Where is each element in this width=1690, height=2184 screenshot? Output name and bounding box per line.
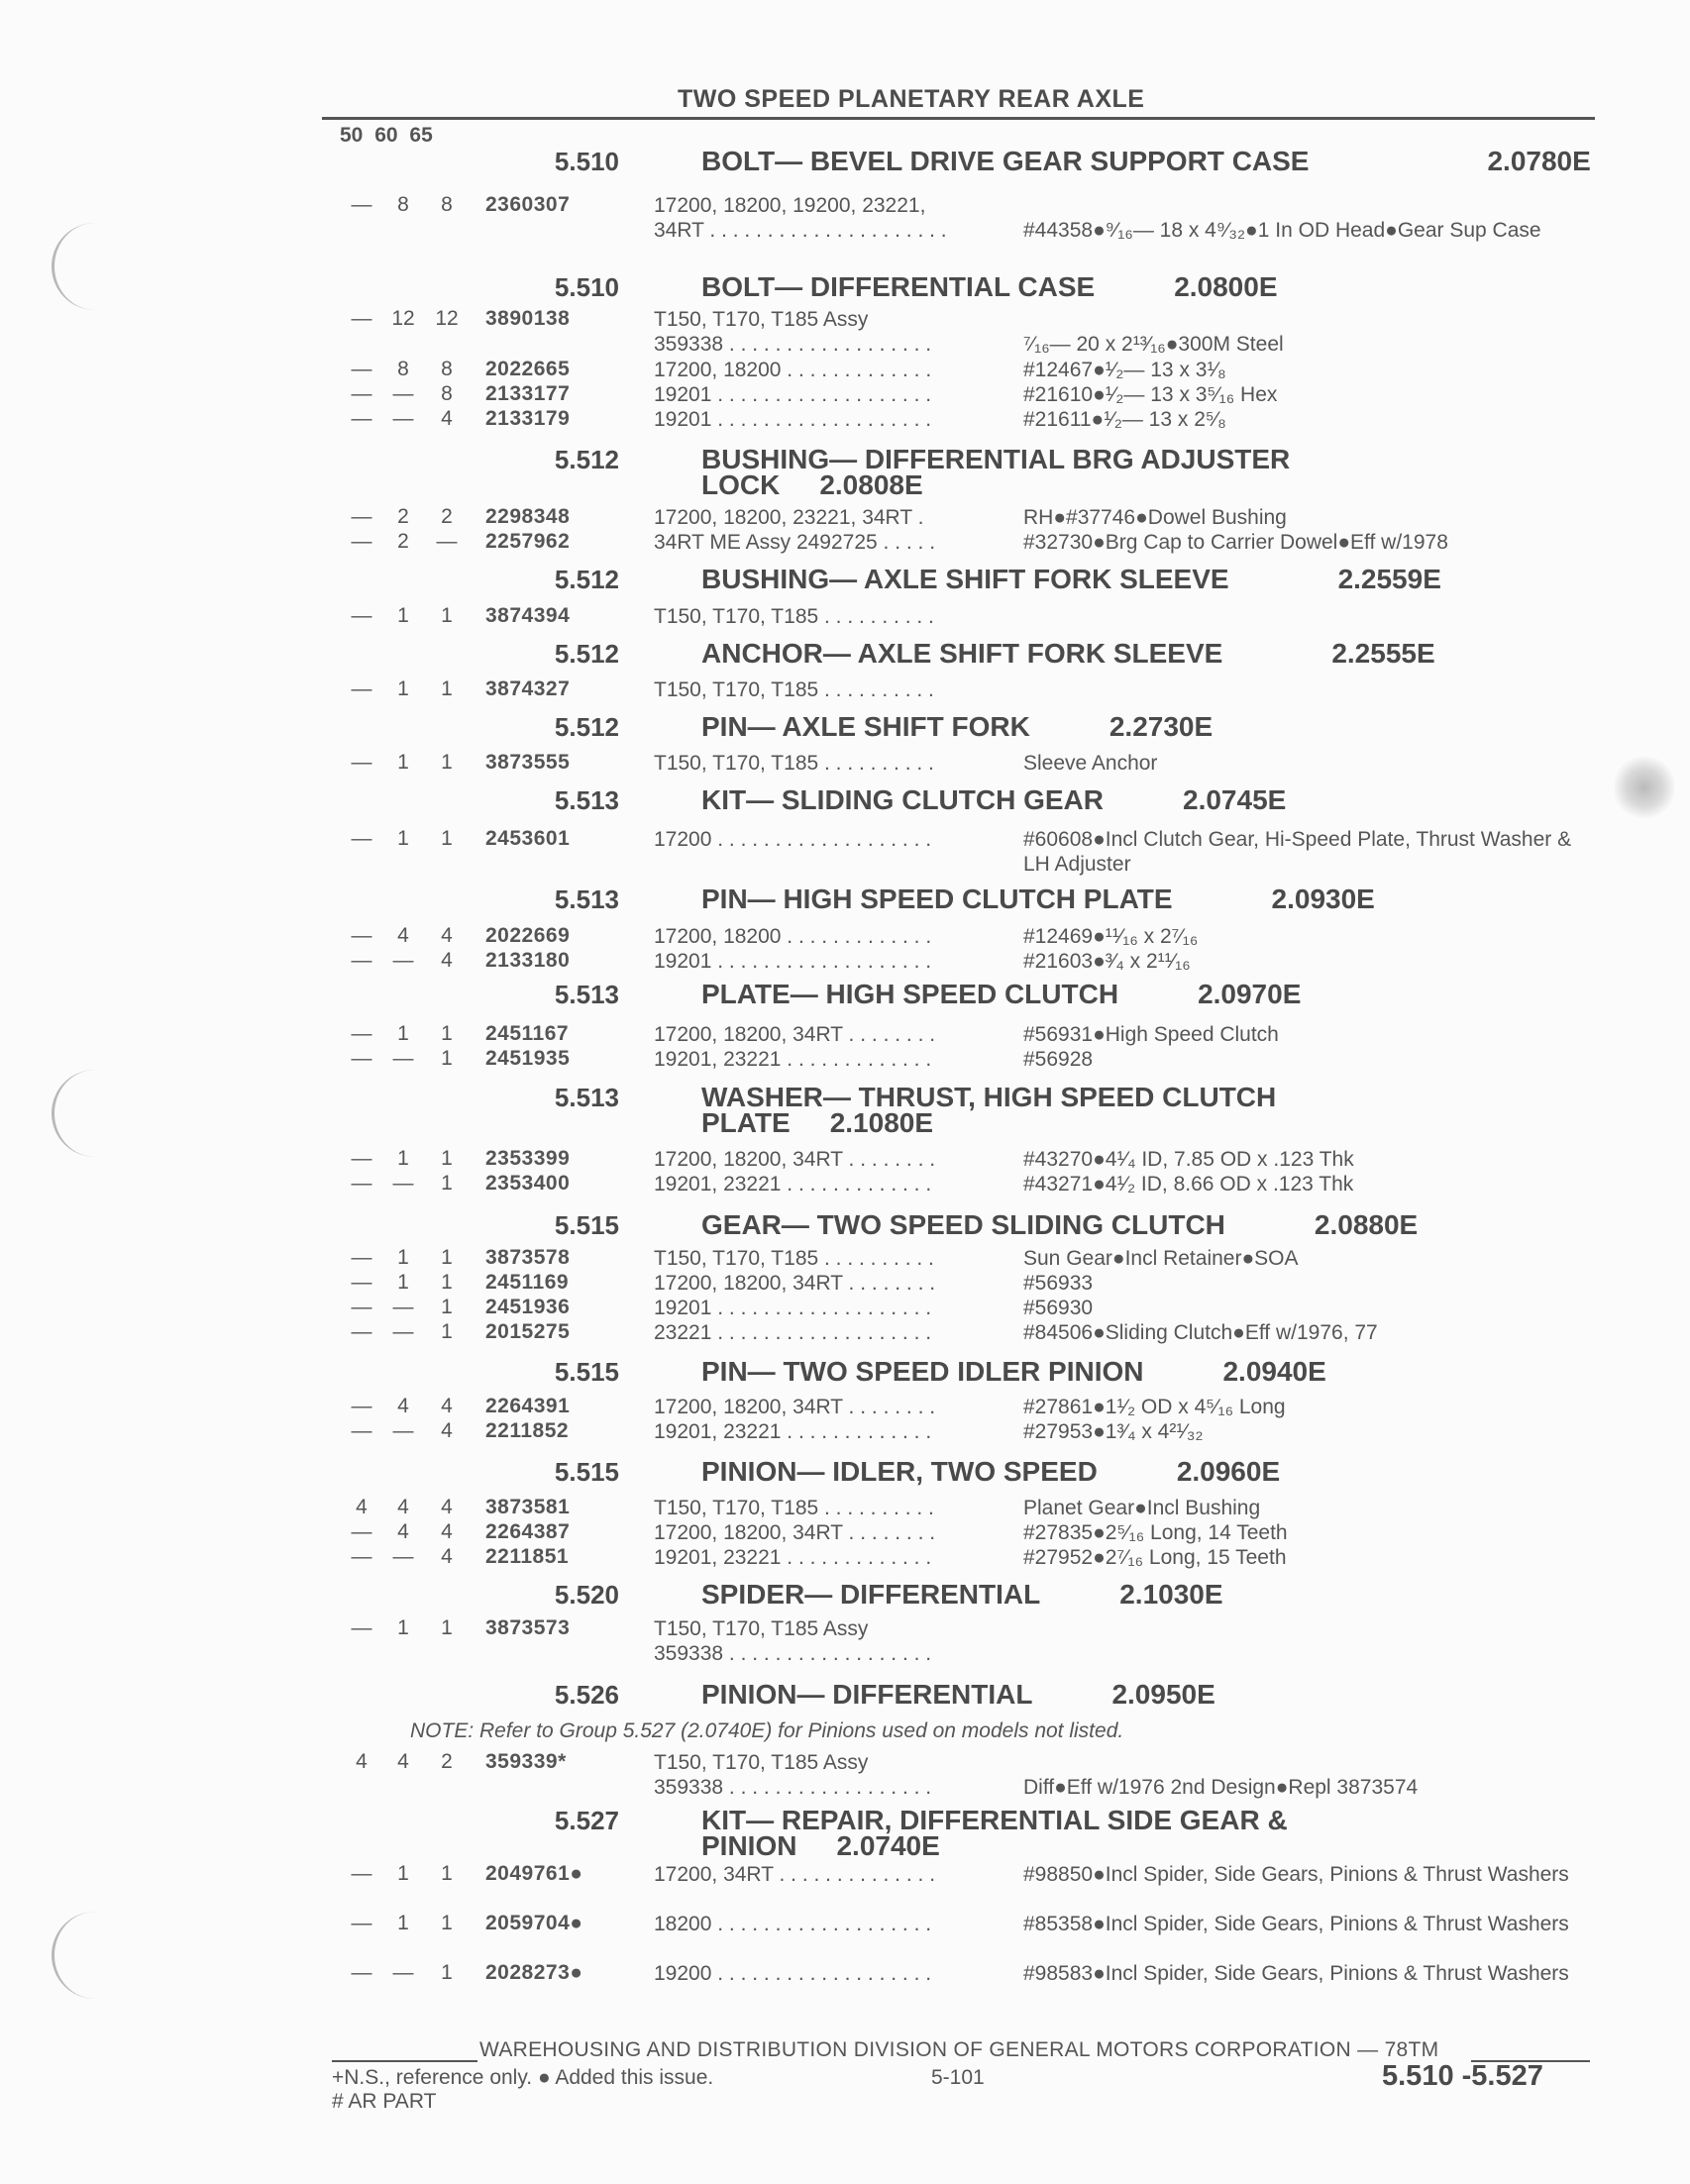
group-number: 5.512 (554, 639, 619, 669)
table-row (0, 1545, 1690, 1571)
years-header: 50 60 65 (340, 124, 433, 147)
page-number: 5-101 (931, 2066, 985, 2089)
group-number: 5.510 (554, 147, 619, 176)
section-title (701, 146, 1593, 176)
part-description: Sun Gear●Incl Retainer●SOA (1023, 1247, 1299, 1270)
qty-1965: 1 (441, 1912, 453, 1934)
qty-1950: — (351, 1047, 372, 1070)
qty-1950: — (351, 1520, 372, 1543)
part-number: 2133180 (485, 949, 571, 972)
part-number: 2353399 (485, 1147, 571, 1170)
table-row (0, 307, 1690, 356)
section-title (701, 711, 1593, 742)
section-title-line: PIN— AXLE SHIFT FORK (701, 711, 1030, 742)
part-number: 2360307 (485, 193, 571, 216)
group-number: 5.510 (554, 272, 619, 302)
section-title-line: PINION— DIFFERENTIAL (701, 1679, 1033, 1710)
section-code: 2.0800E (1174, 271, 1278, 302)
part-description: #84506●Sliding Clutch●Eff w/1976, 77 (1023, 1321, 1378, 1344)
model-list: 17200, 18200, 23221, 34RT . (654, 506, 924, 529)
qty-1950: — (351, 1172, 372, 1195)
section-code: 2.1080E (829, 1107, 934, 1138)
qty-1960: — (392, 1047, 414, 1070)
qty-1965: 1 (441, 1172, 453, 1195)
model-list: T150, T170, T185 . . . . . . . . . . (654, 605, 934, 628)
section-title (701, 886, 1593, 912)
section-title (701, 564, 1593, 594)
qty-1965: 1 (441, 1320, 453, 1343)
section-code: 2.0950E (1111, 1679, 1215, 1710)
group-number: 5.512 (554, 565, 619, 594)
model-list: 17200, 18200 . . . . . . . . . . . . . (654, 359, 932, 381)
qty-1950: — (351, 358, 372, 380)
qty-1960: 1 (397, 751, 409, 774)
qty-1950: — (351, 407, 372, 430)
qty-1960: 1 (397, 604, 409, 627)
qty-1950: — (351, 1271, 372, 1294)
group-number: 5.515 (554, 1357, 619, 1387)
qty-1960: 8 (397, 193, 409, 216)
qty-1960: — (392, 1419, 414, 1442)
part-description: #44358●⁹⁄₁₆— 18 x 4⁹⁄₃₂●1 In OD Head●Gear Sup Case (1023, 219, 1541, 242)
qty-1960: — (392, 382, 414, 405)
model-list: 19201, 23221 . . . . . . . . . . . . . (654, 1048, 932, 1071)
qty-1950: — (351, 924, 372, 947)
table-row (0, 1616, 1690, 1665)
qty-1950: — (351, 530, 372, 553)
qty-1965: 8 (441, 358, 453, 380)
qty-1950: 4 (356, 1496, 368, 1518)
qty-1960: 4 (397, 1395, 409, 1417)
qty-1965: 2 (441, 505, 453, 528)
group-number: 5.527 (554, 1806, 619, 1835)
model-list: T150, T170, T185 . . . . . . . . . . (654, 678, 934, 701)
footer-legend-2: # AR PART (332, 2090, 437, 2113)
table-row (0, 604, 1690, 630)
qty-1960: 2 (397, 530, 409, 553)
qty-1960: 1 (397, 1246, 409, 1269)
group-number: 5.520 (554, 1580, 619, 1610)
qty-1965: 2 (441, 1750, 453, 1773)
section-title (701, 784, 1593, 815)
part-description: #12467●¹⁄₂— 13 x 3¹⁄₈ (1023, 359, 1226, 381)
section-title-line: BOLT— DIFFERENTIAL CASE (701, 271, 1096, 302)
model-list: 17200 . . . . . . . . . . . . . . . . . . . (654, 828, 932, 851)
qty-1965: 1 (441, 604, 453, 627)
qty-1960: 1 (397, 1912, 409, 1934)
section-title-line: GEAR— TWO SPEED SLIDING CLUTCH (701, 1209, 1225, 1240)
model-list: 19201 . . . . . . . . . . . . . . . . . . . (654, 950, 932, 973)
part-description: RH●#37746●Dowel Bushing (1023, 506, 1287, 529)
part-number: 2022669 (485, 924, 571, 947)
group-number: 5.512 (554, 712, 619, 742)
section-title-line: BOLT— BEVEL DRIVE GEAR SUPPORT CASE (701, 146, 1310, 176)
qty-1960: — (392, 1545, 414, 1568)
part-number: 3873555 (485, 751, 571, 774)
qty-1960: 2 (397, 505, 409, 528)
qty-1960: 12 (391, 307, 415, 330)
qty-1965: 1 (441, 1246, 453, 1269)
section-code: 2.0940E (1222, 1356, 1326, 1387)
qty-1950: — (351, 751, 372, 774)
section-code: 2.0880E (1314, 1209, 1419, 1240)
part-number: 2451167 (485, 1022, 570, 1045)
section-title-line: PIN— TWO SPEED IDLER PINION (701, 1356, 1144, 1387)
table-row (0, 1271, 1690, 1297)
group-number: 5.513 (554, 980, 619, 1009)
table-row (0, 949, 1690, 975)
qty-1960: 1 (397, 1022, 409, 1045)
section-title (701, 1356, 1593, 1387)
qty-1950: — (351, 1912, 372, 1934)
part-number: 2133177 (485, 382, 571, 405)
part-number: 2257962 (485, 530, 571, 553)
section-code: 2.0970E (1198, 979, 1302, 1009)
part-number: 2133179 (485, 407, 571, 430)
part-number: 2451935 (485, 1047, 571, 1070)
section-title (701, 1805, 1593, 1861)
qty-1960: 4 (397, 1496, 409, 1518)
qty-1950: — (351, 677, 372, 700)
table-row (0, 382, 1690, 408)
section-title-line: ANCHOR— AXLE SHIFT FORK SLEEVE (701, 638, 1223, 669)
qty-1950: — (351, 1545, 372, 1568)
qty-1960: 4 (397, 1750, 409, 1773)
part-number: 2453601 (485, 827, 571, 850)
qty-1965: — (436, 530, 458, 553)
qty-1950: — (351, 1022, 372, 1045)
section-title-line: PINION— IDLER, TWO SPEED (701, 1456, 1098, 1487)
section-title (701, 271, 1593, 302)
part-number: 2211852 (485, 1419, 570, 1442)
section-title-line: PINION (701, 1830, 797, 1861)
model-list: T150, T170, T185 . . . . . . . . . . (654, 1497, 934, 1519)
qty-1965: 1 (441, 1147, 453, 1170)
qty-1960: 1 (397, 1147, 409, 1170)
model-list: 17200, 18200 . . . . . . . . . . . . . (654, 925, 932, 948)
qty-1965: 1 (441, 1862, 453, 1885)
part-description: #43271●4¹⁄₂ ID, 8.66 OD x .123 Thk (1023, 1173, 1354, 1196)
section-title-line: KIT— REPAIR, DIFFERENTIAL SIDE GEAR & (701, 1805, 1288, 1835)
part-description: Planet Gear●Incl Bushing (1023, 1497, 1261, 1519)
part-number: 3874394 (485, 604, 571, 627)
table-row (0, 1496, 1690, 1521)
qty-1960: — (392, 1296, 414, 1318)
qty-1960: 1 (397, 1616, 409, 1639)
qty-1960: 4 (397, 1520, 409, 1543)
part-description: #56931●High Speed Clutch (1023, 1023, 1279, 1046)
table-row (0, 1520, 1690, 1546)
part-description: #21603●³⁄₄ x 2¹¹⁄₁₆ (1023, 950, 1191, 973)
model-list: T150, T170, T185 Assy 359338 . . . . . . . . . . . . . . . . . . (654, 308, 932, 356)
table-row (0, 1961, 1690, 1987)
page-title: TWO SPEED PLANETARY REAR AXLE (678, 85, 1145, 113)
qty-1965: 1 (441, 1961, 453, 1984)
table-row (0, 505, 1690, 531)
table-row (0, 677, 1690, 703)
section-code: 2.2555E (1331, 638, 1435, 669)
qty-1950: — (351, 1246, 372, 1269)
qty-1960: — (392, 1320, 414, 1343)
group-number: 5.515 (554, 1457, 619, 1487)
section-title (701, 1082, 1593, 1138)
table-row (0, 1147, 1690, 1173)
part-description: #43270●4¹⁄₄ ID, 7.85 OD x .123 Thk (1023, 1148, 1354, 1171)
table-row (0, 1912, 1690, 1937)
section-code: 2.1030E (1119, 1579, 1223, 1610)
qty-1950: — (351, 1296, 372, 1318)
qty-1965: 4 (441, 1545, 453, 1568)
part-description: #27835●2⁵⁄₁₆ Long, 14 Teeth (1023, 1521, 1288, 1544)
section-title (701, 1209, 1593, 1240)
part-description: #27952●2⁷⁄₁₆ Long, 15 Teeth (1023, 1546, 1287, 1569)
part-number: 2298348 (485, 505, 571, 528)
model-list: T150, T170, T185 Assy 359338 . . . . . . . . . . . . . . . . . . (654, 1617, 932, 1665)
qty-1960: 1 (397, 827, 409, 850)
section-title-line: PIN— HIGH SPEED CLUTCH PLATE (701, 884, 1173, 914)
qty-1950: — (351, 604, 372, 627)
qty-1965: 1 (441, 1047, 453, 1070)
qty-1960: — (392, 1961, 414, 1984)
table-row (0, 1246, 1690, 1272)
section-title (701, 638, 1593, 669)
table-row (0, 1320, 1690, 1346)
qty-1960: 1 (397, 1862, 409, 1885)
model-list: 34RT ME Assy 2492725 . . . . . (654, 531, 936, 554)
qty-1950: — (351, 1395, 372, 1417)
section-title-line: BUSHING— AXLE SHIFT FORK SLEEVE (701, 564, 1229, 594)
table-row (0, 1862, 1690, 1888)
part-description: #12469●¹¹⁄₁₆ x 2⁷⁄₁₆ (1023, 925, 1199, 948)
qty-1960: — (392, 1172, 414, 1195)
group-number: 5.513 (554, 884, 619, 914)
table-row (0, 924, 1690, 950)
part-number: 2059704● (485, 1912, 583, 1934)
part-number: 3890138 (485, 307, 571, 330)
model-list: 17200, 18200, 19200, 23221, 34RT . . . . . . . . . . . . . . . . . . . . . (654, 194, 947, 242)
part-description: Sleeve Anchor (1023, 752, 1158, 775)
qty-1950: — (351, 1320, 372, 1343)
title-rule (322, 117, 1595, 120)
part-number: 2049761● (485, 1862, 583, 1885)
part-number: 2015275 (485, 1320, 571, 1343)
part-description: ⁷⁄₁₆— 20 x 2¹³⁄₁₆●300M Steel (1023, 333, 1284, 356)
binder-hole (52, 1070, 112, 1157)
part-number: 2353400 (485, 1172, 571, 1195)
qty-1950: — (351, 382, 372, 405)
section-code: 2.2559E (1337, 564, 1441, 594)
group-number: 5.513 (554, 785, 619, 815)
section-code: 2.0780E (1487, 146, 1591, 176)
section-code: 2.2730E (1109, 711, 1214, 742)
model-list: 17200, 18200, 34RT . . . . . . . . (654, 1521, 936, 1544)
qty-1960: 1 (397, 677, 409, 700)
qty-1950: — (351, 307, 372, 330)
section-code: 2.0745E (1183, 784, 1287, 815)
qty-1965: 8 (441, 193, 453, 216)
section-title (701, 979, 1593, 1009)
model-list: 17200, 18200, 34RT . . . . . . . . (654, 1396, 936, 1418)
qty-1965: 4 (441, 407, 453, 430)
model-list: T150, T170, T185 . . . . . . . . . . (654, 1247, 934, 1270)
model-list: T150, T170, T185 Assy 359338 . . . . . . . . . . . . . . . . . . (654, 1751, 932, 1799)
group-number: 5.526 (554, 1680, 619, 1710)
part-description: #56930 (1023, 1297, 1094, 1319)
part-description: Diff●Eff w/1976 2nd Design●Repl 3873574 (1023, 1776, 1419, 1799)
qty-1950: — (351, 949, 372, 972)
model-list: 17200, 18200, 34RT . . . . . . . . (654, 1023, 936, 1046)
model-list: 17200, 34RT . . . . . . . . . . . . . . (654, 1863, 936, 1886)
model-list: 19201 . . . . . . . . . . . . . . . . . . . (654, 383, 932, 406)
table-row (0, 1022, 1690, 1048)
group-number: 5.515 (554, 1210, 619, 1240)
part-description: #21611●¹⁄₂— 13 x 2⁵⁄₈ (1023, 408, 1226, 431)
qty-1965: 1 (441, 677, 453, 700)
part-number: 2451936 (485, 1296, 571, 1318)
section-title-line: PLATE— HIGH SPEED CLUTCH (701, 979, 1119, 1009)
table-row (0, 1750, 1690, 1799)
qty-1965: 4 (441, 1395, 453, 1417)
table-row (0, 193, 1690, 242)
qty-1950: — (351, 827, 372, 850)
table-row (0, 751, 1690, 777)
section-title (701, 1679, 1593, 1710)
part-description: #85358●Incl Spider, Side Gears, Pinions & Thrust Washers (1023, 1913, 1569, 1935)
section-title-line: KIT— SLIDING CLUTCH GEAR (701, 784, 1104, 815)
model-list: 17200, 18200, 34RT . . . . . . . . (654, 1148, 936, 1171)
model-list: 19200 . . . . . . . . . . . . . . . . . . . (654, 1962, 932, 1985)
qty-1965: 1 (441, 1296, 453, 1318)
part-number: 3873581 (485, 1496, 571, 1518)
part-number: 2451169 (485, 1271, 570, 1294)
qty-1965: 4 (441, 1496, 453, 1518)
model-list: 17200, 18200, 34RT . . . . . . . . (654, 1272, 936, 1295)
model-list: 19201 . . . . . . . . . . . . . . . . . . . (654, 1297, 932, 1319)
part-description: #32730●Brg Cap to Carrier Dowel●Eff w/1978 (1023, 531, 1448, 554)
binder-hole (52, 223, 112, 310)
part-description: #21610●¹⁄₂— 13 x 3⁵⁄₁₆ Hex (1023, 383, 1278, 406)
table-row (0, 827, 1690, 876)
qty-1960: 1 (397, 1271, 409, 1294)
group-number: 5.512 (554, 445, 619, 474)
model-list: T150, T170, T185 . . . . . . . . . . (654, 752, 934, 775)
section-title-line: PLATE (701, 1107, 791, 1138)
section-title-line: BUSHING— DIFFERENTIAL BRG ADJUSTER (701, 444, 1291, 474)
part-description: #27953●1³⁄₄ x 4²¹⁄₃₂ (1023, 1420, 1204, 1443)
note: NOTE: Refer to Group 5.527 (2.0740E) for Pinions used on models not listed. (410, 1719, 1124, 1742)
part-number: 2264391 (485, 1395, 571, 1417)
footer-legend-1: +N.S., reference only. ● Added this issue. (332, 2066, 714, 2089)
table-row (0, 1172, 1690, 1197)
qty-1960: 8 (397, 358, 409, 380)
part-number: 3873578 (485, 1246, 571, 1269)
table-row (0, 358, 1690, 383)
part-number: 359339* (485, 1750, 567, 1773)
qty-1965: 4 (441, 924, 453, 947)
section-range: 5.510 -5.527 (1382, 2060, 1543, 2092)
section-title (701, 1456, 1593, 1487)
section-code: 2.0740E (836, 1830, 940, 1861)
table-row (0, 1296, 1690, 1321)
qty-1950: — (351, 1961, 372, 1984)
qty-1965: 4 (441, 949, 453, 972)
section-title (701, 444, 1593, 500)
qty-1950: — (351, 505, 372, 528)
qty-1960: 4 (397, 924, 409, 947)
table-row (0, 1419, 1690, 1445)
part-number: 3873573 (485, 1616, 571, 1639)
qty-1950: — (351, 1147, 372, 1170)
qty-1965: 4 (441, 1520, 453, 1543)
section-title (701, 1579, 1593, 1610)
table-row (0, 1395, 1690, 1420)
table-row (0, 407, 1690, 433)
section-code: 2.0808E (819, 469, 923, 500)
table-row (0, 1047, 1690, 1073)
qty-1965: 1 (441, 1616, 453, 1639)
footer-rule-left (332, 2060, 477, 2062)
qty-1950: 4 (356, 1750, 368, 1773)
group-number: 5.513 (554, 1083, 619, 1112)
model-list: 19201, 23221 . . . . . . . . . . . . . (654, 1546, 932, 1569)
section-code: 2.0930E (1271, 884, 1375, 914)
qty-1950: — (351, 193, 372, 216)
part-description: #27861●1¹⁄₂ OD x 4⁵⁄₁₆ Long (1023, 1396, 1286, 1418)
qty-1960: — (392, 949, 414, 972)
model-list: 23221 . . . . . . . . . . . . . . . . . . . (654, 1321, 932, 1344)
table-row (0, 530, 1690, 556)
model-list: 19201, 23221 . . . . . . . . . . . . . (654, 1173, 932, 1196)
part-description: #56933 (1023, 1272, 1094, 1295)
qty-1965: 8 (441, 382, 453, 405)
part-number: 3874327 (485, 677, 571, 700)
qty-1965: 1 (441, 1271, 453, 1294)
model-list: 18200 . . . . . . . . . . . . . . . . . . . (654, 1913, 932, 1935)
model-list: 19201 . . . . . . . . . . . . . . . . . . . (654, 408, 932, 431)
part-number: 2264387 (485, 1520, 571, 1543)
part-description: #98850●Incl Spider, Side Gears, Pinions & Thrust Washers (1023, 1863, 1569, 1886)
section-title-line: SPIDER— DIFFERENTIAL (701, 1579, 1041, 1610)
part-number: 2022665 (485, 358, 571, 380)
section-title-line: LOCK (701, 469, 781, 500)
part-description: #56928 (1023, 1048, 1094, 1071)
qty-1950: — (351, 1419, 372, 1442)
footer-division: WAREHOUSING AND DISTRIBUTION DIVISION OF GENERAL MOTORS CORPORATION — 78TM (479, 2038, 1439, 2061)
section-code: 2.0960E (1176, 1456, 1281, 1487)
part-number: 2211851 (485, 1545, 570, 1568)
model-list: 19201, 23221 . . . . . . . . . . . . . (654, 1420, 932, 1443)
qty-1965: 1 (441, 751, 453, 774)
qty-1950: — (351, 1616, 372, 1639)
part-description: #98583●Incl Spider, Side Gears, Pinions & Thrust Washers (1023, 1962, 1569, 1985)
qty-1965: 4 (441, 1419, 453, 1442)
qty-1965: 12 (435, 307, 459, 330)
qty-1965: 1 (441, 1022, 453, 1045)
part-description: #60608●Incl Clutch Gear, Hi-Speed Plate, Thrust Washer & LH Adjuster (1023, 828, 1572, 876)
part-number: 2028273● (485, 1961, 583, 1984)
qty-1950: — (351, 1862, 372, 1885)
qty-1965: 1 (441, 827, 453, 850)
section-title-line: WASHER— THRUST, HIGH SPEED CLUTCH (701, 1082, 1277, 1112)
qty-1960: — (392, 407, 414, 430)
